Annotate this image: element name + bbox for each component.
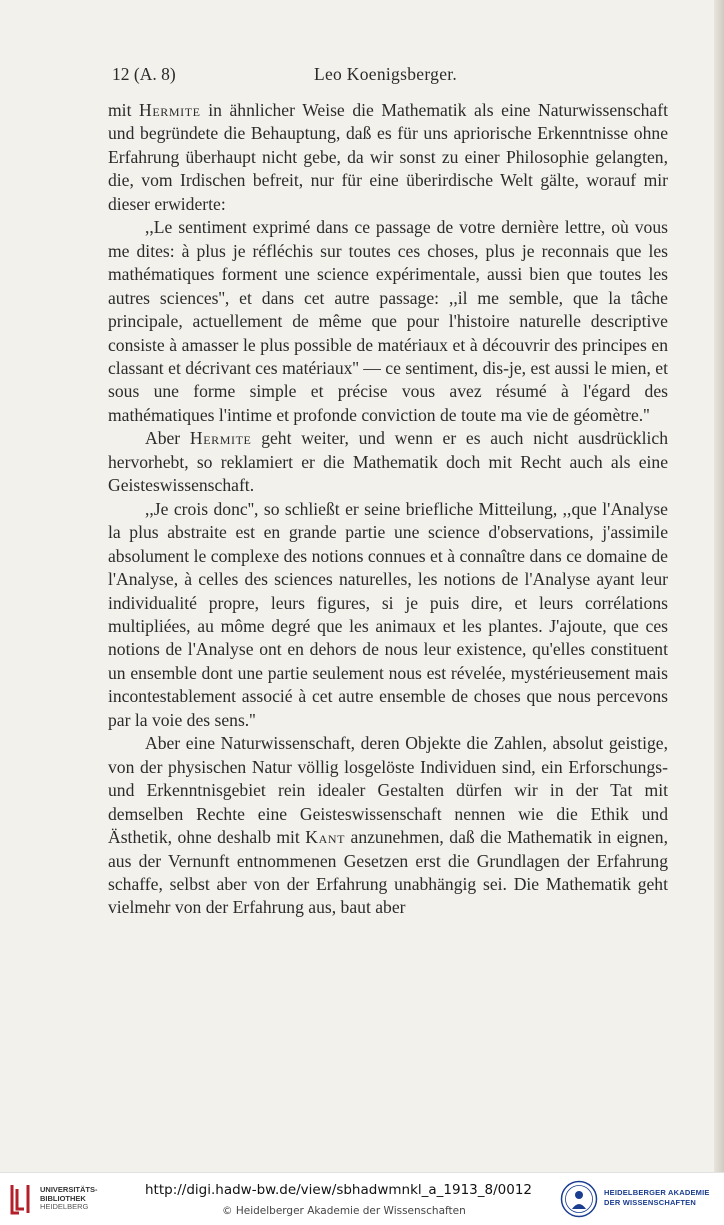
copyright-notice: © Heidelberger Akademie der Wissenschaften [222,1205,466,1217]
name-small-caps: Hermite [189,428,252,449]
paragraph-4-quote: ,,Je crois donc'', so schließt er seine briefliche Mitteilung, ,,que l'Analyse la plus abstraite est en grande partie une science d'observations, j'assimile absolument le complexe des notions connues et à connaître dans ce domaine de l'Analyse, à celles des sciences naturelles, les notions de l'Analyse ayant leur individualité propre, leurs figures, si je puis dire, et leurs corrélations multipliées, au môme degré que les animaux et les plantes. J'ajoute, que ces notions de l'Analyse ont en dehors de nous leur existence, qu'elles constituent un ensemble dont une partie seulement nous est révelée, mystérieusement mais incontestablement associé à cet autre ensemble de choses que nous percevons par la voie des sens.'' [108,498,668,730]
page-edge-shadow [714,0,724,1172]
library-line-3: HEIDELBERG [40,1202,89,1211]
paragraph-2-quote: ,,Le sentiment exprimé dans ce passage de votre dernière lettre, où vous me dites: à plus je réfléchis sur toutes ces choses, plus je reconnais que les mathématiques forment une science expérimentale, aussi bien que toutes les autres sciences'', et dans cet autre passage: ,,il me semble, que la tâche principale, actuellement de même que pour l'histoire naturelle descriptive consiste à amasser le plus possible de matériaux et à découvrir des principes en classant et décrivant ces matériaux'' — ce sentiment, dis-je, est aussi le mien, et sous une forme simple et précise vous avez résumé à l'égard des mathématiques l'intime et profonde conviction de toute ma vie de géomètre.'' [108,217,668,425]
university-library-name [40,1186,98,1212]
text-run: in ähnlicher Weise die Mathematik als eine Naturwissenschaft und begründete die Behauptung, daß es für uns apriorische Erkenntnisse ohne Erfahrung überhaupt nicht gebe, da wir sonst zu einer Philosophie gelangten, die, vom Irdischen befreit, nur für eine überirdische Welt gälte, worauf mir dieser erwiderte: [108,100,668,214]
page-number: 12 (A. 8) [112,64,176,84]
academy-name [604,1188,710,1208]
paragraph-3 [108,427,668,497]
text-run: anzunehmen, daß die Mathematik in eignen, aus der Vernunft entnommenen Gesetzen erst die Grundlagen der Erfahrung schaffe, selbst aber von der Erfahrung unabhängig sei. Die Mathematik geht vielmehr von der Erfahrung aus, baut aber [108,827,668,918]
academy-line-2: DER WISSENSCHAFTEN [604,1198,696,1207]
library-line-1: UNIVERSITÄTS- [40,1185,98,1194]
paragraph-5 [108,732,668,920]
running-head [112,64,668,88]
body-text [108,99,668,920]
text-run: mit [108,100,140,120]
academy-line-1: HEIDELBERGER AKADEMIE [604,1188,710,1197]
running-head-author: Leo Koenigsberger. [314,64,458,84]
library-line-2: BIBLIOTHEK [40,1193,86,1203]
university-library-logo-icon[interactable] [8,1181,36,1217]
name-small-caps: Kant [305,827,346,848]
digitization-footer [0,1172,724,1225]
text-run: Aber eine Naturwissenschaft, deren Objekte die Zahlen, absolut geistige, von der physischen Natur völlig losgelöste Individuen sind, ein Erforschungs- und Erkenntnisgebiet rein idealer Gestalten dürfen wir in der Tat mit demselben Rechte eine Geisteswissenschaft nennen wie die Ethik und Ästhetik, ohne deshalb mit [108,733,668,848]
permalink-url[interactable]: http://digi.hadw-bw.de/view/sbhadwmnkl_a_1913_8/0012 [145,1182,533,1198]
academy-seal-icon[interactable] [560,1180,598,1218]
paragraph-1 [108,99,668,216]
text-run: geht weiter, und wenn er es auch nicht ausdrücklich hervorhebt, so reklamiert er die Mathematik doch mit Recht auch als eine Geisteswissenschaft. [108,428,668,496]
name-small-caps: Hermite [139,100,201,120]
text-run: Aber [145,428,190,449]
